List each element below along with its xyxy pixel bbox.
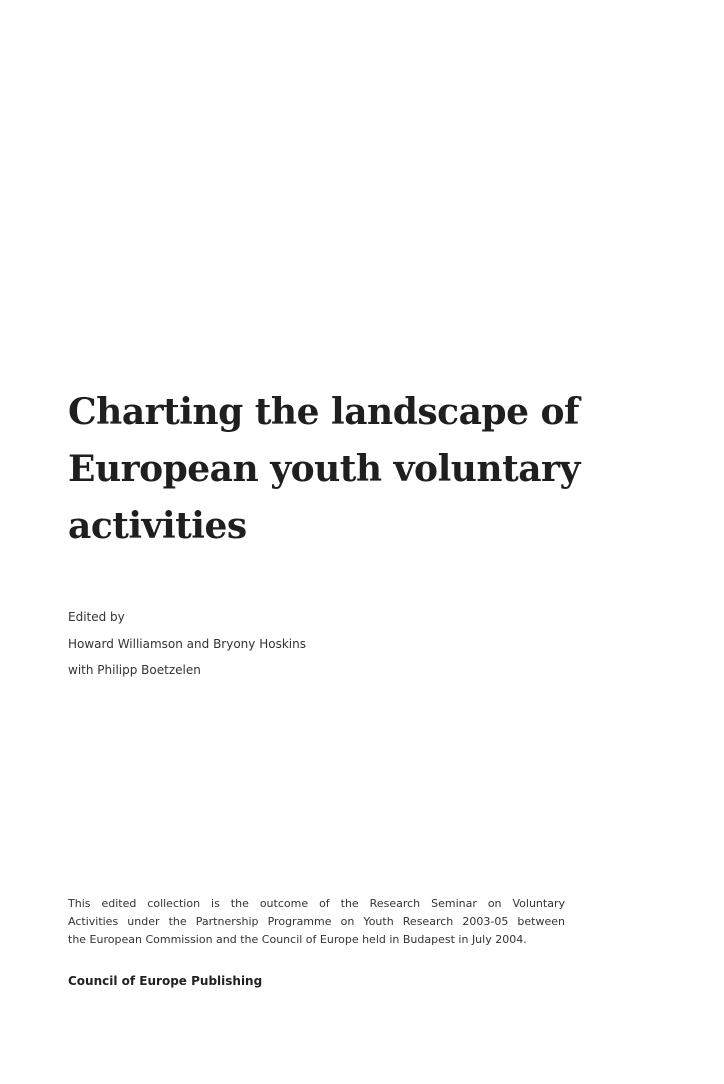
description-line-3: the European Commission and the Council of Europe held in Budapest in July 2004. [68, 933, 527, 946]
editor-credits [68, 607, 306, 687]
book-title [68, 384, 628, 555]
book-title-line-1: Charting the landscape of [68, 391, 580, 433]
book-title-line-3: activities [68, 505, 247, 547]
contributor-name: with Philipp Boetzelen [68, 663, 201, 677]
collection-description [68, 895, 565, 949]
book-title-line-2: European youth voluntary [68, 448, 580, 490]
description-line-2: Activities under the Partnership Programme on Youth Research 2003-05 between [68, 915, 565, 928]
publisher-name: Council of Europe Publishing [68, 974, 263, 988]
description-line-1: This edited collection is the outcome of the Research Seminar on Voluntary [68, 897, 565, 910]
edited-by-label: Edited by [68, 610, 125, 624]
editor-names: Howard Williamson and Bryony Hoskins [68, 636, 306, 651]
